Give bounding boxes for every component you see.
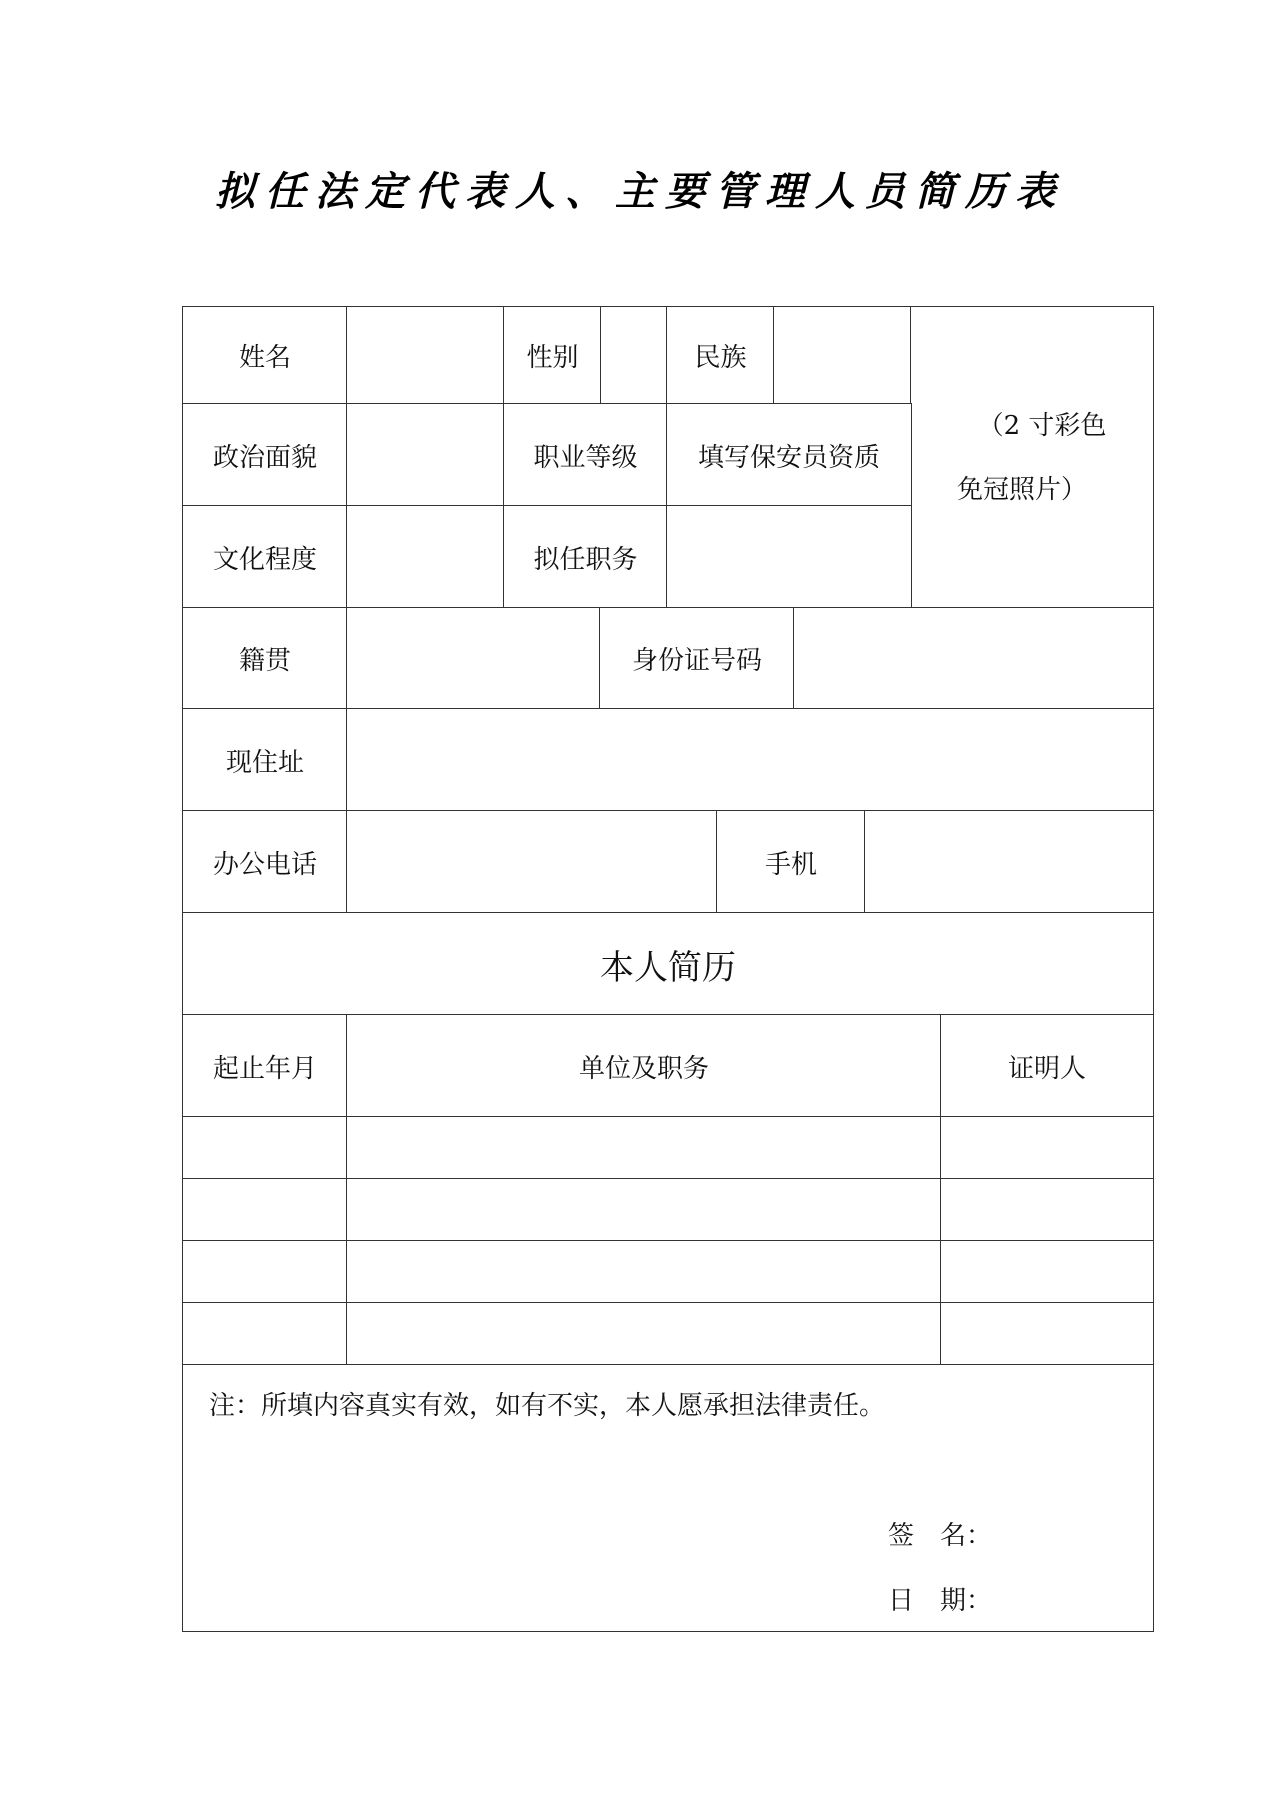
label-job-level: 职业等级 — [503, 403, 668, 507]
label-gender: 性别 — [503, 306, 602, 405]
label-ethnicity: 民族 — [666, 306, 775, 405]
proposed-position-field[interactable] — [666, 505, 912, 609]
gender-field[interactable] — [600, 306, 668, 405]
label-native-place: 籍贯 — [182, 607, 348, 710]
label-political-status: 政治面貌 — [182, 403, 348, 507]
mobile-field[interactable] — [864, 810, 1154, 914]
political-status-field[interactable] — [346, 403, 505, 507]
resume-row-4-employer[interactable] — [346, 1302, 942, 1366]
education-field[interactable] — [346, 505, 505, 609]
resume-row-1-reference[interactable] — [940, 1116, 1154, 1180]
photo-hint-line2: 免冠照片） — [956, 474, 1087, 505]
resume-row-4-reference[interactable] — [940, 1302, 1154, 1366]
label-id-number: 身份证号码 — [599, 607, 795, 710]
office-phone-field[interactable] — [346, 810, 718, 914]
resume-row-1-employer[interactable] — [346, 1116, 942, 1180]
label-office-phone: 办公电话 — [182, 810, 348, 914]
job-level-field[interactable]: 填写保安员资质 — [666, 403, 912, 507]
current-address-field[interactable] — [346, 708, 1154, 812]
resume-section-title: 本人简历 — [182, 912, 1154, 1016]
resume-row-2-employer[interactable] — [346, 1178, 942, 1242]
native-place-field[interactable] — [346, 607, 601, 710]
resume-row-1-period[interactable] — [182, 1116, 348, 1180]
resume-row-4-period[interactable] — [182, 1302, 348, 1366]
label-education: 文化程度 — [182, 505, 348, 609]
photo-placeholder[interactable] — [910, 306, 1154, 609]
form-title: 拟任法定代表人、主要管理人员简历表 — [215, 168, 1065, 215]
resume-row-2-reference[interactable] — [940, 1178, 1154, 1242]
label-current-address: 现住址 — [182, 708, 348, 812]
ethnicity-field[interactable] — [773, 306, 912, 405]
name-field[interactable] — [346, 306, 505, 405]
resume-header-reference: 证明人 — [940, 1014, 1154, 1118]
resume-row-3-employer[interactable] — [346, 1240, 942, 1304]
resume-header-employer: 单位及职务 — [346, 1014, 942, 1118]
photo-hint-line1: （2 寸彩色 — [977, 410, 1107, 441]
resume-row-3-period[interactable] — [182, 1240, 348, 1304]
label-proposed-position: 拟任职务 — [503, 505, 668, 609]
resume-row-3-reference[interactable] — [940, 1240, 1154, 1304]
declaration-text: 注：所填内容真实有效，如有不实，本人愿承担法律责任。 — [209, 1391, 886, 1421]
resume-header-period: 起止年月 — [182, 1014, 348, 1118]
label-mobile: 手机 — [716, 810, 866, 914]
declaration-section — [182, 1364, 1154, 1632]
id-number-field[interactable] — [793, 607, 1154, 710]
date-label[interactable]: 日 期： — [888, 1586, 993, 1616]
resume-row-2-period[interactable] — [182, 1178, 348, 1242]
label-name: 姓名 — [182, 306, 348, 405]
signature-label[interactable]: 签 名： — [888, 1521, 993, 1551]
